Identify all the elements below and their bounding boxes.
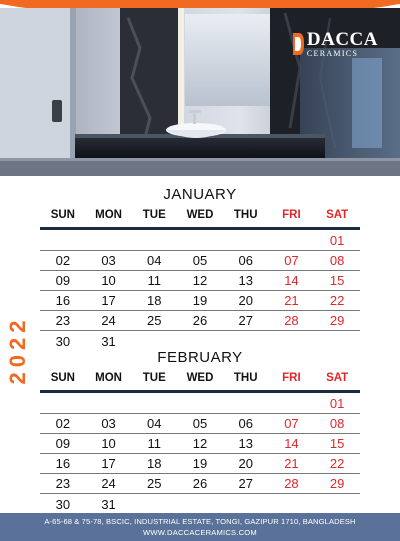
month-block-january [40,185,360,351]
week-row [40,291,360,311]
website-suffix: .COM [236,528,257,537]
day-cell: 07 [284,416,299,431]
day-cell: 10 [101,273,116,288]
weekday-tue: TUE [142,209,166,221]
day-cell: 18 [147,293,162,308]
website-highlight: DACCACERAMICS [167,528,237,537]
day-cell: 20 [238,293,253,308]
weekday-mon: MON [95,209,122,221]
day-cell: 25 [147,476,162,491]
day-cell: 13 [238,273,253,288]
day-cell: 16 [55,456,71,471]
weekday-header-row [40,368,360,388]
week-row [40,494,360,514]
day-cell: 26 [192,313,208,328]
header-divider [40,227,360,230]
day-cell: 09 [55,273,71,288]
day-cell: 14 [284,273,299,288]
day-cell: 23 [55,313,71,328]
brand-logo [291,30,378,58]
weekday-fri: FRI [282,372,301,384]
weekday-thu: THU [233,209,258,221]
header-divider [40,390,360,393]
weekday-header-row [40,205,360,225]
day-cell: 07 [284,253,299,268]
day-cell: 08 [329,253,345,268]
day-cell: 17 [101,293,116,308]
day-cell: 19 [192,293,208,308]
day-cell: 19 [192,456,208,471]
day-cell: 03 [101,416,116,431]
footer-website[interactable] [0,528,400,538]
weekday-sat: SAT [326,372,349,384]
footer-bar [0,513,400,541]
weekday-mon: MON [95,372,122,384]
day-cell: 03 [101,253,116,268]
brand-name: DACCA [306,29,378,50]
year-label: 2022 [5,315,30,385]
day-cell: 15 [329,273,345,288]
brand-mark-icon [291,31,305,57]
day-cell: 17 [101,456,116,471]
day-cell: 13 [238,436,253,451]
week-row [40,414,360,434]
week-row [40,271,360,291]
day-cell: 12 [192,273,208,288]
month-block-february [40,348,360,514]
weekday-fri: FRI [282,209,301,221]
day-cell: 31 [101,496,116,512]
brand-subtitle: CERAMICS [306,49,359,58]
week-row [40,311,360,331]
month-title: JANUARY [163,186,237,203]
day-cell: 28 [284,313,299,328]
day-cell: 27 [238,476,253,491]
month-title: FEBRUARY [157,349,243,366]
week-row [40,474,360,494]
week-row [40,434,360,454]
day-cell: 10 [101,436,116,451]
week-grid [40,394,360,514]
day-cell: 05 [192,253,208,268]
weekday-sat: SAT [326,209,349,221]
day-cell: 11 [147,436,162,451]
week-row [40,251,360,271]
day-cell: 25 [147,313,162,328]
day-cell: 29 [329,476,345,491]
day-cell: 06 [238,253,253,268]
weekday-sun: SUN [50,372,75,384]
day-cell: 04 [147,416,162,431]
day-cell: 31 [101,333,116,349]
day-cell: 21 [284,293,299,308]
day-cell: 05 [192,416,208,431]
week-row [40,231,360,251]
day-cell: 30 [55,333,71,349]
day-cell: 18 [147,456,162,471]
day-cell: 08 [329,416,345,431]
day-cell: 02 [55,253,71,268]
weekday-thu: THU [233,372,258,384]
week-row [40,454,360,474]
week-row [40,394,360,414]
day-cell: 01 [329,233,345,248]
weekday-tue: TUE [142,372,166,384]
day-cell: 09 [55,436,71,451]
day-cell: 22 [329,456,345,471]
weekday-wed: WED [186,372,214,384]
day-cell: 15 [329,436,345,451]
day-cell: 30 [55,496,71,512]
day-cell: 23 [55,476,71,491]
day-cell: 04 [147,253,162,268]
website-prefix: WWW. [143,528,168,537]
day-cell: 02 [55,416,71,431]
day-cell: 21 [284,456,299,471]
weekday-sun: SUN [50,209,75,221]
day-cell: 28 [284,476,299,491]
day-cell: 20 [238,456,253,471]
day-cell: 26 [192,476,208,491]
footer-address: A-65-68 & 75-78, BSCIC, INDUSTRIAL ESTATE, TONGI, GAZIPUR 1710, BANGLADESH [44,517,356,526]
day-cell: 27 [238,313,253,328]
day-cell: 29 [329,313,345,328]
day-cell: 01 [329,396,345,411]
day-cell: 14 [284,436,299,451]
day-cell: 16 [55,293,71,308]
week-grid [40,231,360,351]
day-cell: 24 [101,313,116,328]
weekday-wed: WED [186,209,214,221]
day-cell: 12 [192,436,208,451]
day-cell: 24 [101,476,116,491]
day-cell: 06 [238,416,253,431]
day-cell: 11 [147,273,162,288]
day-cell: 22 [329,293,345,308]
